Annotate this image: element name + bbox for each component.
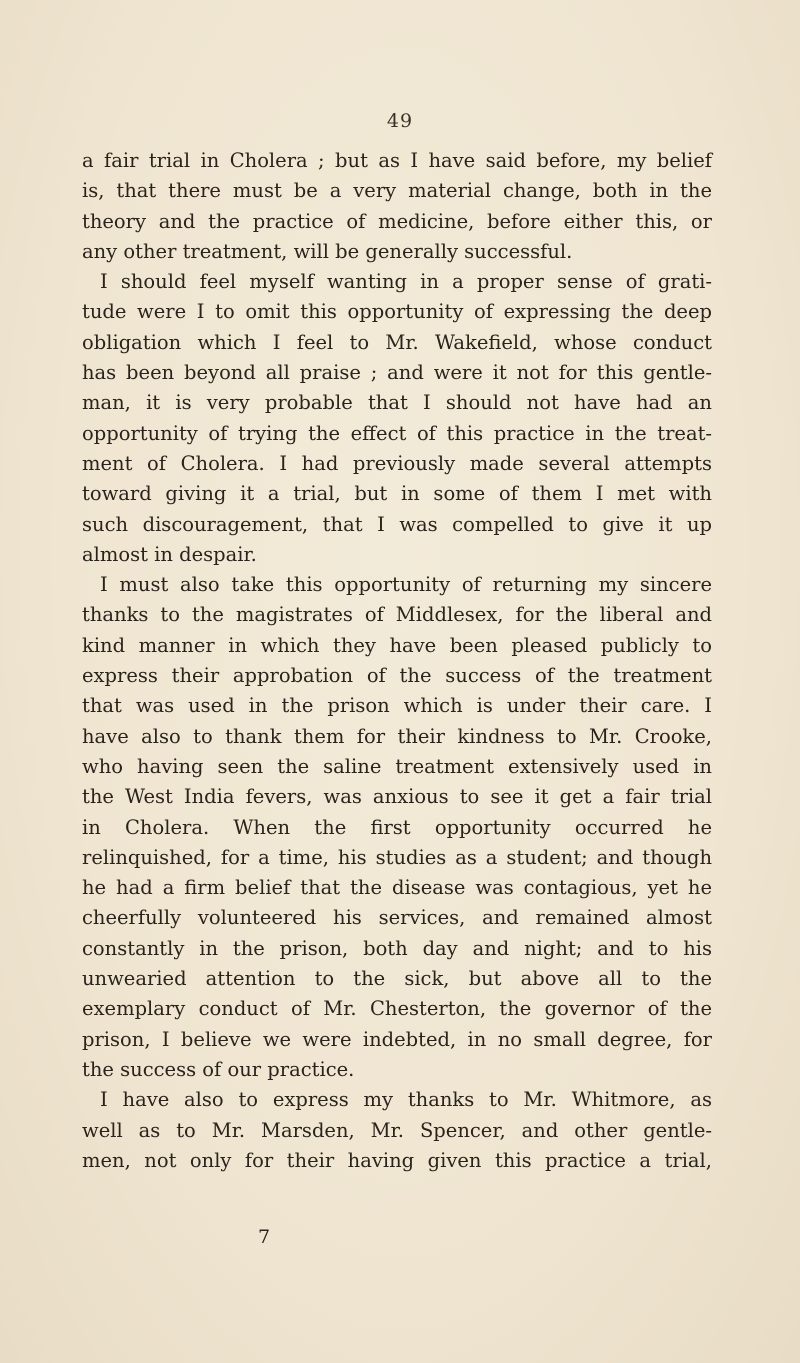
- text-line: relinquished, for a time, his studies as a student; and though: [82, 845, 712, 869]
- text-line: obligation which I feel to Mr. Wakefield, whose conduct: [82, 330, 712, 354]
- text-line: opportunity of trying the effect of this practice in the treat-: [82, 421, 712, 445]
- text-line: constantly in the prison, both day and night; and to his: [82, 936, 712, 960]
- paragraph-start-line: I should feel myself wanting in a proper sense of grati-: [100, 270, 712, 294]
- text-line: toward giving it a trial, but in some of them I met with: [82, 482, 712, 506]
- body-text: [82, 146, 712, 1176]
- text-line: prison, I believe we were indebted, in no small degree, for: [82, 1027, 712, 1051]
- paragraph-start-line: I have also to express my thanks to Mr. Whitmore, as: [100, 1088, 712, 1112]
- text-line: the West India fevers, was anxious to see it get a fair trial: [82, 785, 712, 809]
- text-line: such discouragement, that I was compelled to give it up: [82, 512, 712, 536]
- text-line: almost in despair.: [82, 542, 257, 566]
- text-line: theory and the practice of medicine, before either this, or: [82, 209, 712, 233]
- text-line: well as to Mr. Marsden, Mr. Spencer, and other gentle-: [82, 1118, 712, 1142]
- signature-mark: 7: [258, 1226, 271, 1248]
- text-line: in Cholera. When the first opportunity occurred he: [82, 815, 712, 839]
- text-line: cheerfully volunteered his services, and remained almost: [82, 906, 712, 930]
- text-line: have also to thank them for their kindness to Mr. Crooke,: [82, 724, 712, 748]
- text-line: a fair trial in Cholera ; but as I have said before, my belief: [82, 149, 712, 172]
- text-line: that was used in the prison which is under their care. I: [82, 694, 712, 718]
- text-line: tude were I to omit this opportunity of expressing the deep: [82, 300, 712, 324]
- text-line: who having seen the saline treatment extensively used in: [82, 754, 712, 778]
- text-line: is, that there must be a very material change, both in the: [82, 179, 712, 203]
- text-line: he had a firm belief that the disease was contagious, yet he: [82, 876, 712, 900]
- text-line: thanks to the magistrates of Middlesex, for the liberal and: [82, 603, 712, 627]
- text-line: unwearied attention to the sick, but above all to the: [82, 967, 712, 991]
- text-line: ment of Cholera. I had previously made several attempts: [82, 451, 712, 475]
- text-line: has been beyond all praise ; and were it not for this gentle-: [82, 361, 712, 385]
- text-line: man, it is very probable that I should not have had an: [82, 391, 712, 415]
- paragraph-start-line: I must also take this opportunity of returning my sincere: [100, 573, 712, 597]
- text-line: men, not only for their having given this practice a trial,: [82, 1148, 712, 1172]
- text-line: the success of our practice.: [82, 1057, 355, 1081]
- text-line: express their approbation of the success of the treatment: [82, 664, 712, 688]
- page-number: 49: [386, 110, 414, 132]
- text-line: kind manner in which they have been pleased publicly to: [82, 633, 712, 657]
- text-line: any other treatment, will be generally successful.: [82, 239, 573, 263]
- text-line: exemplary conduct of Mr. Chesterton, the governor of the: [82, 997, 712, 1021]
